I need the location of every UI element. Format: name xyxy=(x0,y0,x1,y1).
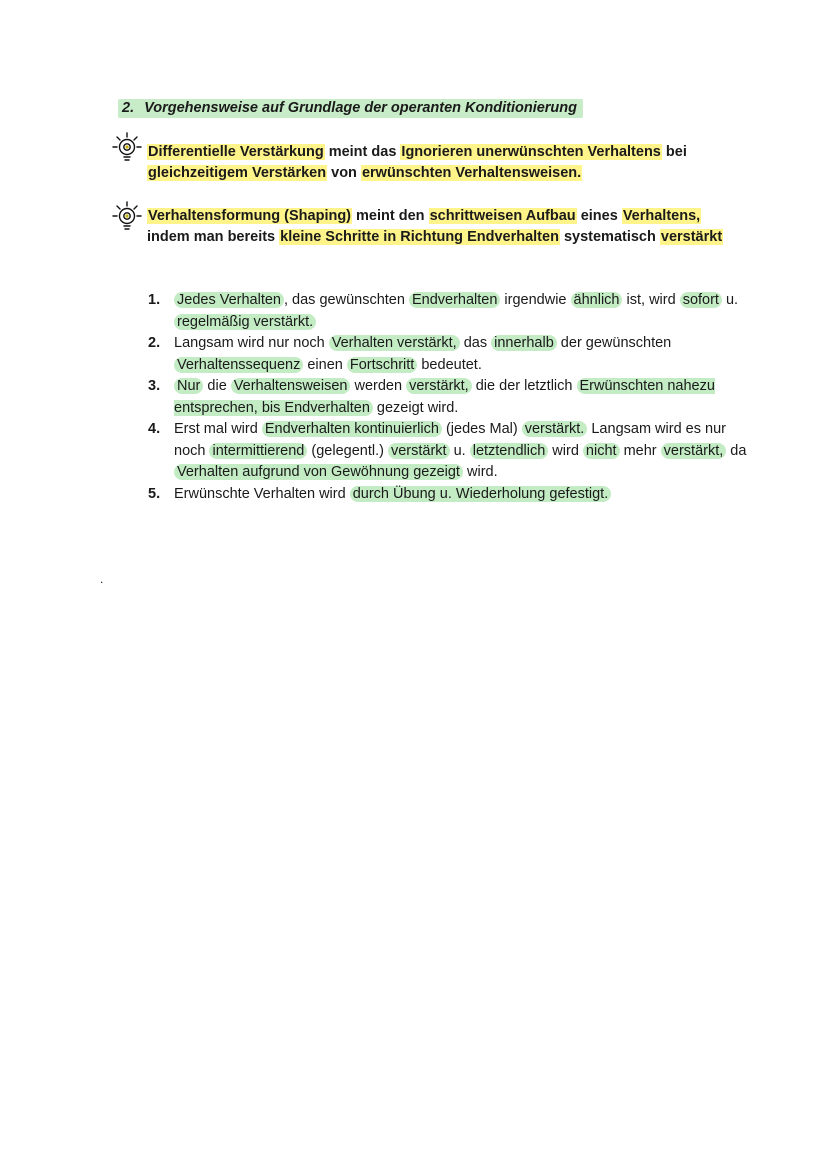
text-segment: gezeigt wird. xyxy=(372,399,459,416)
text-segment: bedeutet. xyxy=(417,356,482,373)
text-segment: der gewünschten xyxy=(556,335,672,351)
highlighted-text: Differentielle Verstärkung xyxy=(148,144,324,160)
highlighted-text: regelmäßig verstärkt. xyxy=(174,314,316,330)
highlighted-text: intermittierend xyxy=(209,443,307,459)
lightbulb-icon xyxy=(112,131,142,165)
definition-shaping xyxy=(147,206,737,248)
highlighted-text: innerhalb xyxy=(491,335,557,351)
list-item-number: 5. xyxy=(148,485,161,502)
text-segment: indem man bereits xyxy=(147,229,280,245)
text-segment: Erwünschte Verhalten wird xyxy=(174,485,350,502)
highlighted-text: verstärkt xyxy=(388,443,450,459)
list-item xyxy=(148,376,748,419)
highlighted-text: verstärkt, xyxy=(661,443,727,459)
section-heading xyxy=(118,99,583,118)
text-segment: von xyxy=(327,165,361,181)
list-item-number: 1. xyxy=(148,292,161,308)
list-item-number: 4. xyxy=(148,421,161,437)
text-segment: , das gewünschten xyxy=(284,292,409,308)
highlighted-text: sofort xyxy=(680,292,722,308)
text-segment: die xyxy=(203,378,231,394)
text-segment: Langsam wird es nur noch xyxy=(174,421,726,459)
text-segment: irgendwie xyxy=(500,292,571,308)
highlighted-text: Verhalten verstärkt, xyxy=(329,335,460,351)
text-segment: (jedes Mal) xyxy=(441,421,522,437)
highlighted-text: schrittweisen Aufbau xyxy=(429,208,576,224)
list-item-number: 2. xyxy=(148,335,161,351)
section-number: 2. xyxy=(122,100,135,116)
highlighted-text: Verhaltens, xyxy=(622,208,701,224)
highlighted-text: Endverhalten kontinuierlich xyxy=(262,421,442,437)
highlighted-text: Endverhalten xyxy=(409,292,500,308)
highlighted-text: Verhaltenssequenz xyxy=(174,357,303,373)
lightbulb-icon xyxy=(112,200,142,234)
text-segment: (gelegentl.) xyxy=(307,442,388,459)
stray-mark: . xyxy=(100,572,104,586)
text-segment: bei xyxy=(661,144,687,160)
list-item xyxy=(148,484,748,506)
text-segment: wird xyxy=(548,442,583,459)
list-item-text xyxy=(174,419,748,484)
text-segment: wird. xyxy=(462,464,498,480)
shaping-steps-list xyxy=(148,290,748,505)
highlighted-text: Ignorieren unerwünschten Verhaltens xyxy=(401,144,661,160)
list-item-text xyxy=(174,484,748,506)
text-segment: ist, wird xyxy=(622,292,680,308)
text-segment: einen xyxy=(303,356,347,373)
text-segment: die der letztlich xyxy=(471,378,577,394)
highlighted-text: Verhalten aufgrund von Gewöhnung gezeigt xyxy=(174,464,463,480)
highlighted-text: gleichzeitigem Verstärken xyxy=(148,165,327,181)
list-item-text xyxy=(174,376,748,419)
highlighted-text: verstärkt xyxy=(660,229,723,245)
list-item-text xyxy=(174,290,748,333)
text-segment: Erst mal wird xyxy=(174,421,262,437)
section-title: Vorgehensweise auf Grundlage der operanten Konditionierung xyxy=(144,100,577,116)
highlighted-text: verstärkt, xyxy=(406,378,472,394)
text-segment: meint den xyxy=(352,208,429,224)
highlighted-text: nicht xyxy=(583,443,620,459)
text-segment: da xyxy=(726,442,747,459)
text-segment: eines xyxy=(576,208,622,224)
list-item xyxy=(148,290,748,333)
highlighted-text: Jedes Verhalten xyxy=(174,292,284,308)
text-segment: das xyxy=(459,335,492,351)
list-item xyxy=(148,419,748,484)
text-segment: mehr xyxy=(619,442,661,459)
list-item xyxy=(148,333,748,376)
text-segment: Langsam wird nur noch xyxy=(174,335,329,351)
highlighted-text: Erwünschten nahezu entsprechen, bis Endverhalten xyxy=(174,378,715,416)
highlighted-text: Fortschritt xyxy=(347,357,417,373)
highlighted-text: ähnlich xyxy=(571,292,623,308)
list-item-number: 3. xyxy=(148,378,161,394)
definition-differential-reinforcement xyxy=(147,142,747,184)
highlighted-text: verstärkt. xyxy=(522,421,588,437)
highlighted-text: Verhaltensformung (Shaping) xyxy=(148,208,352,224)
highlighted-text: erwünschten Verhaltensweisen. xyxy=(361,165,582,181)
list-item-text xyxy=(174,333,748,376)
highlighted-text: Nur xyxy=(174,378,203,394)
text-segment: meint das xyxy=(324,144,401,160)
text-segment: u. xyxy=(721,292,739,308)
highlighted-text: letztendlich xyxy=(470,443,549,459)
text-segment: u. xyxy=(449,442,470,459)
text-segment: systematisch xyxy=(559,229,660,245)
highlighted-text: durch Übung u. Wiederholung gefestigt. xyxy=(350,486,612,502)
highlighted-text: kleine Schritte in Richtung Endverhalten xyxy=(280,229,559,245)
highlighted-text: Verhaltensweisen xyxy=(231,378,351,394)
text-segment: werden xyxy=(350,378,407,394)
